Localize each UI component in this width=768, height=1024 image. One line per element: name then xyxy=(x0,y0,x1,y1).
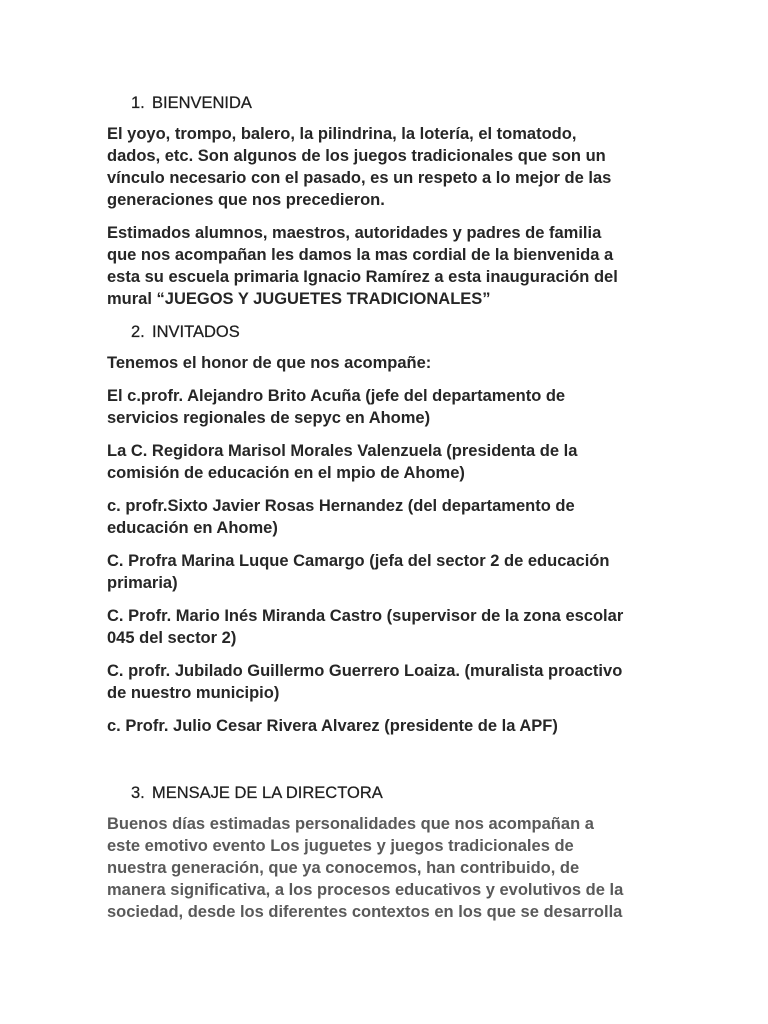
guest-item: El c.profr. Alejandro Brito Acuña (jefe del departamento de servicios regionales de sepyc en Ahome) xyxy=(107,387,566,427)
section-number: 3. xyxy=(131,784,145,802)
section-number: 1. xyxy=(131,94,145,112)
guest-item: C. profr. Jubilado Guillermo Guerrero Loaiza. (muralista proactivo de nuestro municipio) xyxy=(107,662,623,702)
welcome-paragraph-2: Estimados alumnos, maestros, autoridades y padres de familia que nos acompañan les damos la mas cordial de la bienvenida a esta su escuela primaria Ignacio Ramírez a esta inauguración del mural “JUEGOS Y JUGUETES TRADICIONALES” xyxy=(107,224,618,308)
section-title: MENSAJE DE LA DIRECTORA xyxy=(152,784,383,802)
guest-item: C. Profr. Mario Inés Miranda Castro (supervisor de la zona escolar 045 del sector 2) xyxy=(107,607,624,647)
guest-item: La C. Regidora Marisol Morales Valenzuela (presidenta de la comisión de educación en el mpio de Ahome) xyxy=(107,442,578,482)
guest-item: c. Profr. Julio Cesar Rivera Alvarez (presidente de la APF) xyxy=(107,717,558,735)
section-title: INVITADOS xyxy=(152,323,240,341)
guest-item: C. Profra Marina Luque Camargo (jefa del sector 2 de educación primaria) xyxy=(107,552,610,592)
section-title: BIENVENIDA xyxy=(152,94,252,112)
section-number: 2. xyxy=(131,323,145,341)
section-heading-bienvenida xyxy=(131,92,667,114)
director-message-paragraph: Buenos días estimadas personalidades que nos acompañan a este emotivo evento Los juguetes y juegos tradicionales de nuestra generación, que ya conocemos, han contribuido, de manera significativa, a los procesos educativos y evolutivos de la sociedad, desde los diferentes contextos en los que se desarrolla xyxy=(107,815,624,921)
document-content xyxy=(107,92,667,934)
section-heading-invitados xyxy=(131,321,667,343)
welcome-paragraph-1: El yoyo, trompo, balero, la pilindrina, la lotería, el tomatodo, dados, etc. Son algunos de los juegos tradicionales que son un vínculo necesario con el pasado, es un respeto a lo mejor de las generaciones que nos precedieron. xyxy=(107,125,612,209)
section-heading-mensaje xyxy=(131,782,667,804)
spacer xyxy=(107,748,667,782)
guest-item: c. profr.Sixto Javier Rosas Hernandez (del departamento de educación en Ahome) xyxy=(107,497,575,537)
guests-intro: Tenemos el honor de que nos acompañe: xyxy=(107,354,432,372)
